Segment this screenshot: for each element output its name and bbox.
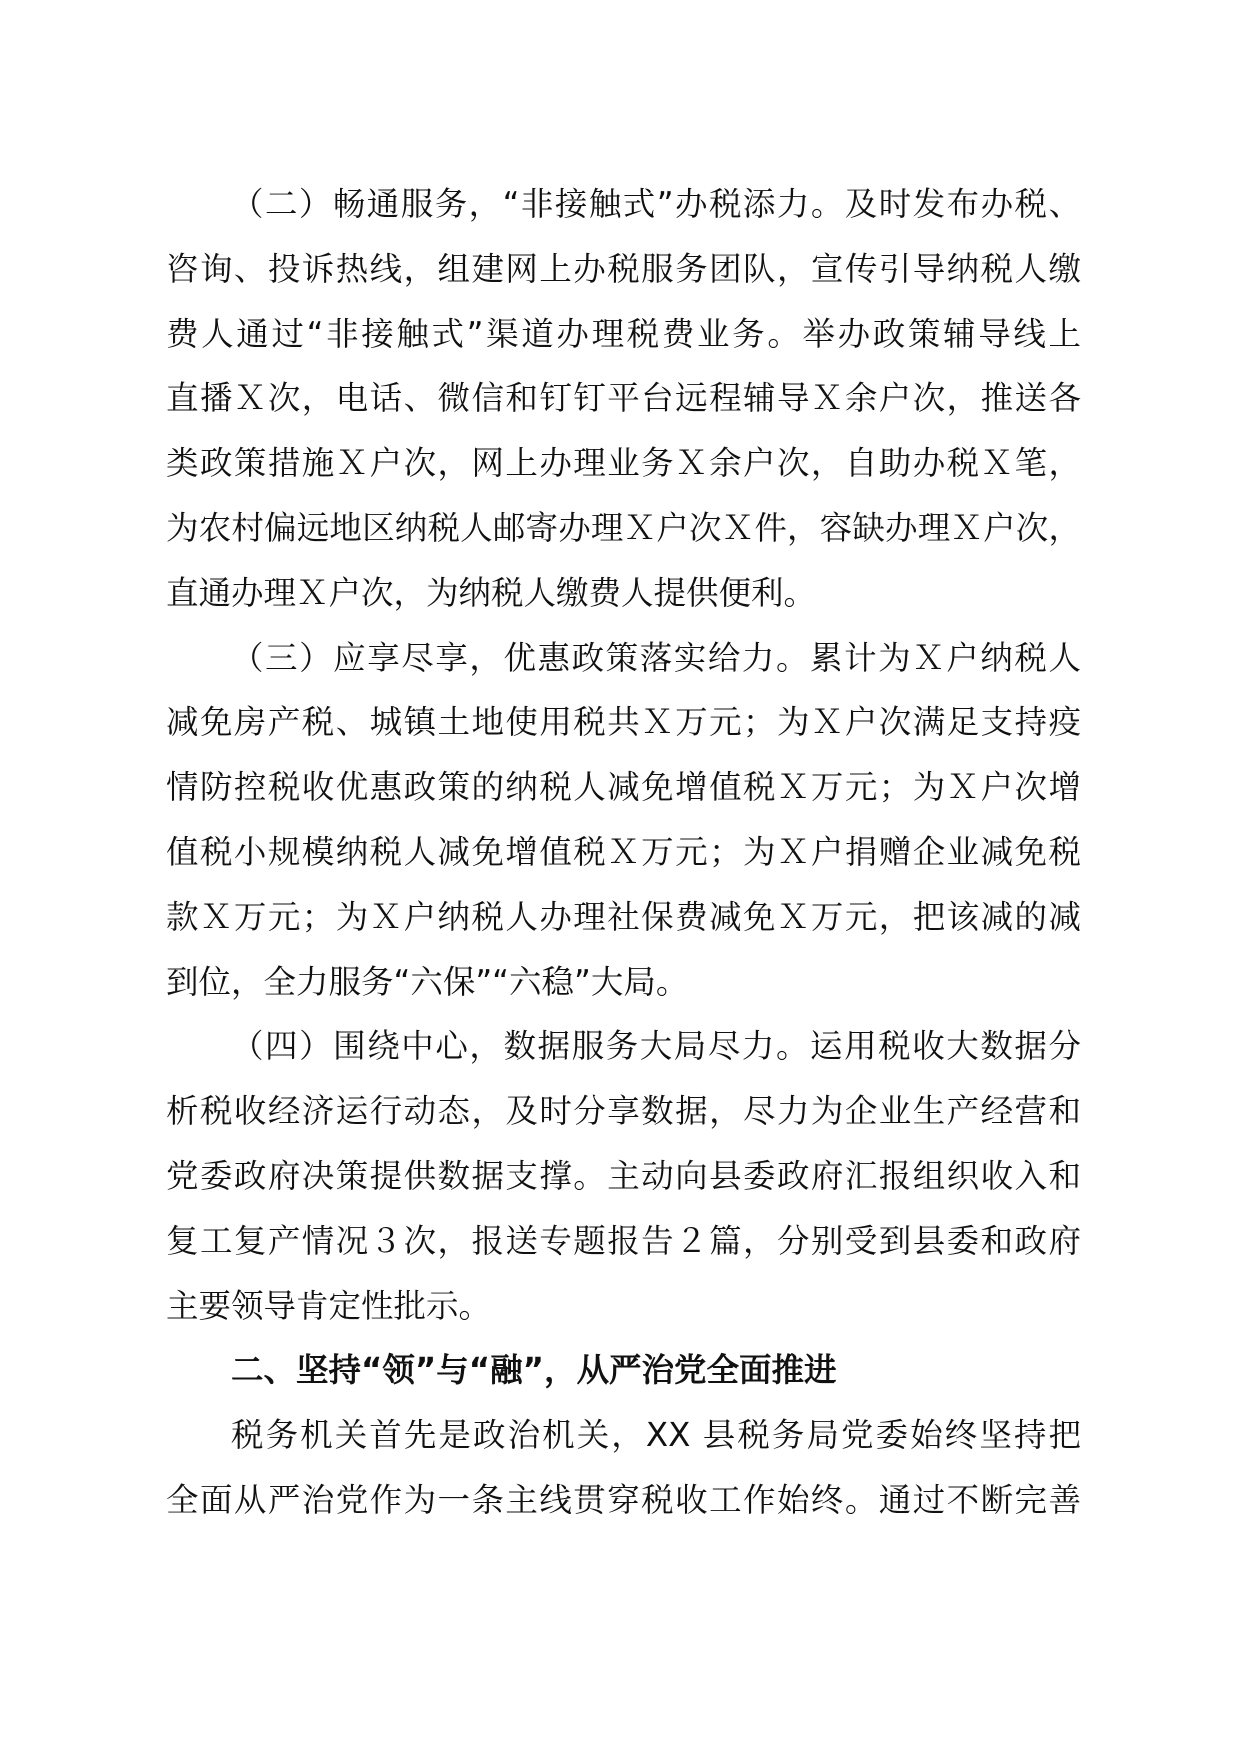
text-line: 直播Ｘ次，电话、微信和钉钉平台远程辅导Ｘ余户次，推送各 bbox=[166, 379, 1081, 418]
text-line: （三）应享尽享，优惠政策落实给力。累计为Ｘ户纳税人 bbox=[231, 638, 1081, 677]
paragraph-data bbox=[166, 1014, 1081, 1338]
document-body bbox=[166, 172, 1081, 1533]
text-line: 到位，全力服务“六保”“六稳”大局。 bbox=[166, 962, 689, 1001]
paragraph-party bbox=[166, 1403, 1081, 1533]
text-line: 为农村偏远地区纳税人邮寄办理Ｘ户次Ｘ件，容缺办理Ｘ户次， bbox=[166, 508, 1081, 547]
section-heading bbox=[166, 1338, 1081, 1403]
text-line: 主要领导肯定性批示。 bbox=[166, 1286, 492, 1325]
text-line: 党委政府决策提供数据支撑。主动向县委政府汇报组织收入和 bbox=[166, 1156, 1081, 1195]
text-line: 税务机关首先是政治机关，XX 县税务局党委始终坚持把 bbox=[231, 1416, 1081, 1455]
text-line: 类政策措施Ｘ户次，网上办理业务Ｘ余户次，自助办税Ｘ笔， bbox=[166, 444, 1081, 483]
text-line: 复工复产情况３次，报送专题报告２篇，分别受到县委和政府 bbox=[166, 1221, 1081, 1260]
text-line: 费人通过“非接触式”渠道办理税费业务。举办政策辅导线上 bbox=[166, 314, 1081, 353]
text-line: 咨询、投诉热线，组建网上办税服务团队，宣传引导纳税人缴 bbox=[166, 249, 1081, 288]
text-line: 减免房产税、城镇土地使用税共Ｘ万元；为Ｘ户次满足支持疫 bbox=[166, 703, 1081, 742]
paragraph-policy bbox=[166, 626, 1081, 1015]
text-line: （四）围绕中心，数据服务大局尽力。运用税收大数据分 bbox=[231, 1027, 1081, 1066]
text-line: 款Ｘ万元；为Ｘ户纳税人办理社保费减免Ｘ万元，把该减的减 bbox=[166, 897, 1081, 936]
text-line: 全面从严治党作为一条主线贯穿税收工作始终。通过不断完善 bbox=[166, 1480, 1081, 1519]
heading-text: 二、坚持“领”与“融”，从严治党全面推进 bbox=[231, 1351, 837, 1390]
text-line: （二）畅通服务，“非接触式”办税添力。及时发布办税、 bbox=[231, 185, 1081, 223]
text-line: 直通办理Ｘ户次，为纳税人缴费人提供便利。 bbox=[166, 573, 817, 612]
text-line: 值税小规模纳税人减免增值税Ｘ万元；为Ｘ户捐赠企业减免税 bbox=[166, 832, 1081, 871]
text-line: 情防控税收优惠政策的纳税人减免增值税Ｘ万元；为Ｘ户次增 bbox=[166, 768, 1081, 807]
paragraph-service bbox=[166, 172, 1081, 626]
text-line: 析税收经济运行动态，及时分享数据，尽力为企业生产经营和 bbox=[166, 1092, 1081, 1131]
